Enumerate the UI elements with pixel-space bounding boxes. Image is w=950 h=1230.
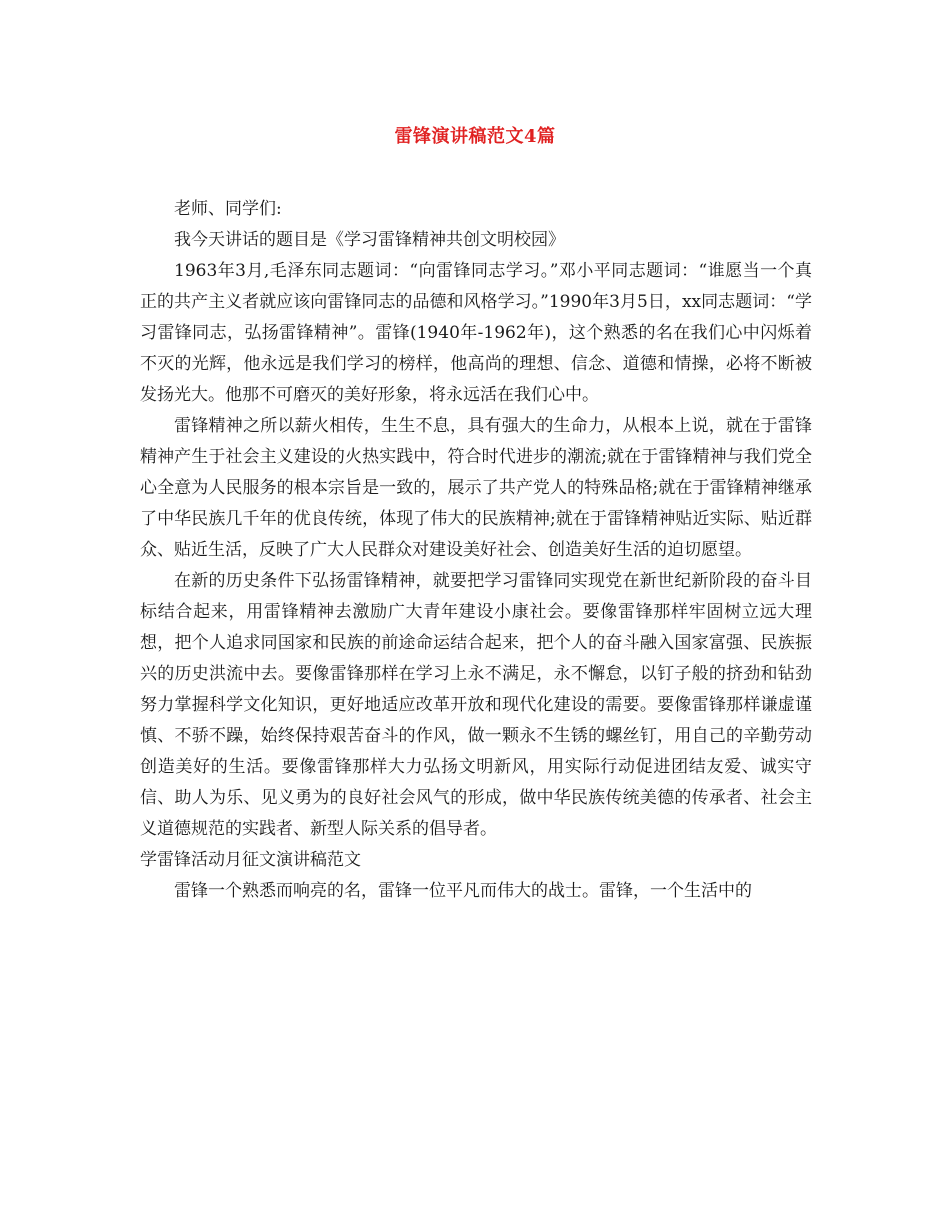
section-heading: 学雷锋活动月征文演讲稿范文	[140, 850, 361, 870]
body-paragraph-inscriptions: 1963年3月,毛泽东同志题词：“向雷锋同志学习。”邓小平同志题词：“谁愿当一个真正的共产主义者就应该向雷锋同志的品德和风格学习。”1990年3月5日，xx同志题词：“学习雷锋同志，弘扬雷锋精神”。雷锋(1940年-1962年)，这个熟悉的名在我们心中闪烁着不灭的光辉，他永远是我们学习的榜样，他高尚的理想、信念、道德和情操，必将不断被发扬光大。他那不可磨灭的美好形象，将永远活在我们心中。	[140, 261, 812, 405]
document-body	[140, 194, 812, 907]
document-title: 雷锋演讲稿范文4篇	[394, 126, 556, 147]
body-paragraph-spirit: 雷锋精神之所以薪火相传，生生不息，具有强大的生命力，从根本上说，就在于雷锋精神产生于社会主义建设的火热实践中，符合时代进步的潮流;就在于雷锋精神与我们党全心全意为人民服务的根本宗旨是一致的，展示了共产党人的特殊品格;就在于雷锋精神继承了中华民族几千年的优良传统，体现了伟大的民族精神;就在于雷锋精神贴近实际、贴近群众、贴近生活，反映了广大人民群众对建设美好社会、创造美好生活的迫切愿望。	[140, 416, 812, 560]
body-paragraph-new-era: 在新的历史条件下弘扬雷锋精神，就要把学习雷锋同实现党在新世纪新阶段的奋斗目标结合起来，用雷锋精神去激励广大青年建设小康社会。要像雷锋那样牢固树立远大理想，把个人追求同国家和民族的前途命运结合起来，把个人的奋斗融入国家富强、民族振兴的历史洪流中去。要像雷锋那样在学习上永不满足，永不懈怠，以钉子般的挤劲和钻劲努力掌握科学文化知识，更好地适应改革开放和现代化建设的需要。要像雷锋那样谦虚谨慎、不骄不躁，始终保持艰苦奋斗的作风，做一颗永不生锈的螺丝钉，用自己的辛勤劳动创造美好的生活。要像雷锋那样大力弘扬文明新风，用实际行动促进团结友爱、诚实守信、助人为乐、见义勇为的良好社会风气的形成，做中华民族传统美德的传承者、社会主义道德规范的实践者、新型人际关系的倡导者。	[140, 571, 812, 839]
body-paragraph-second-speech: 雷锋一个熟悉而响亮的名，雷锋一位平凡而伟大的战士。雷锋，一个生活中的	[174, 881, 752, 901]
salutation-paragraph: 老师、同学们:	[174, 199, 282, 219]
topic-paragraph: 我今天讲话的题目是《学习雷锋精神共创文明校园》	[174, 230, 565, 250]
